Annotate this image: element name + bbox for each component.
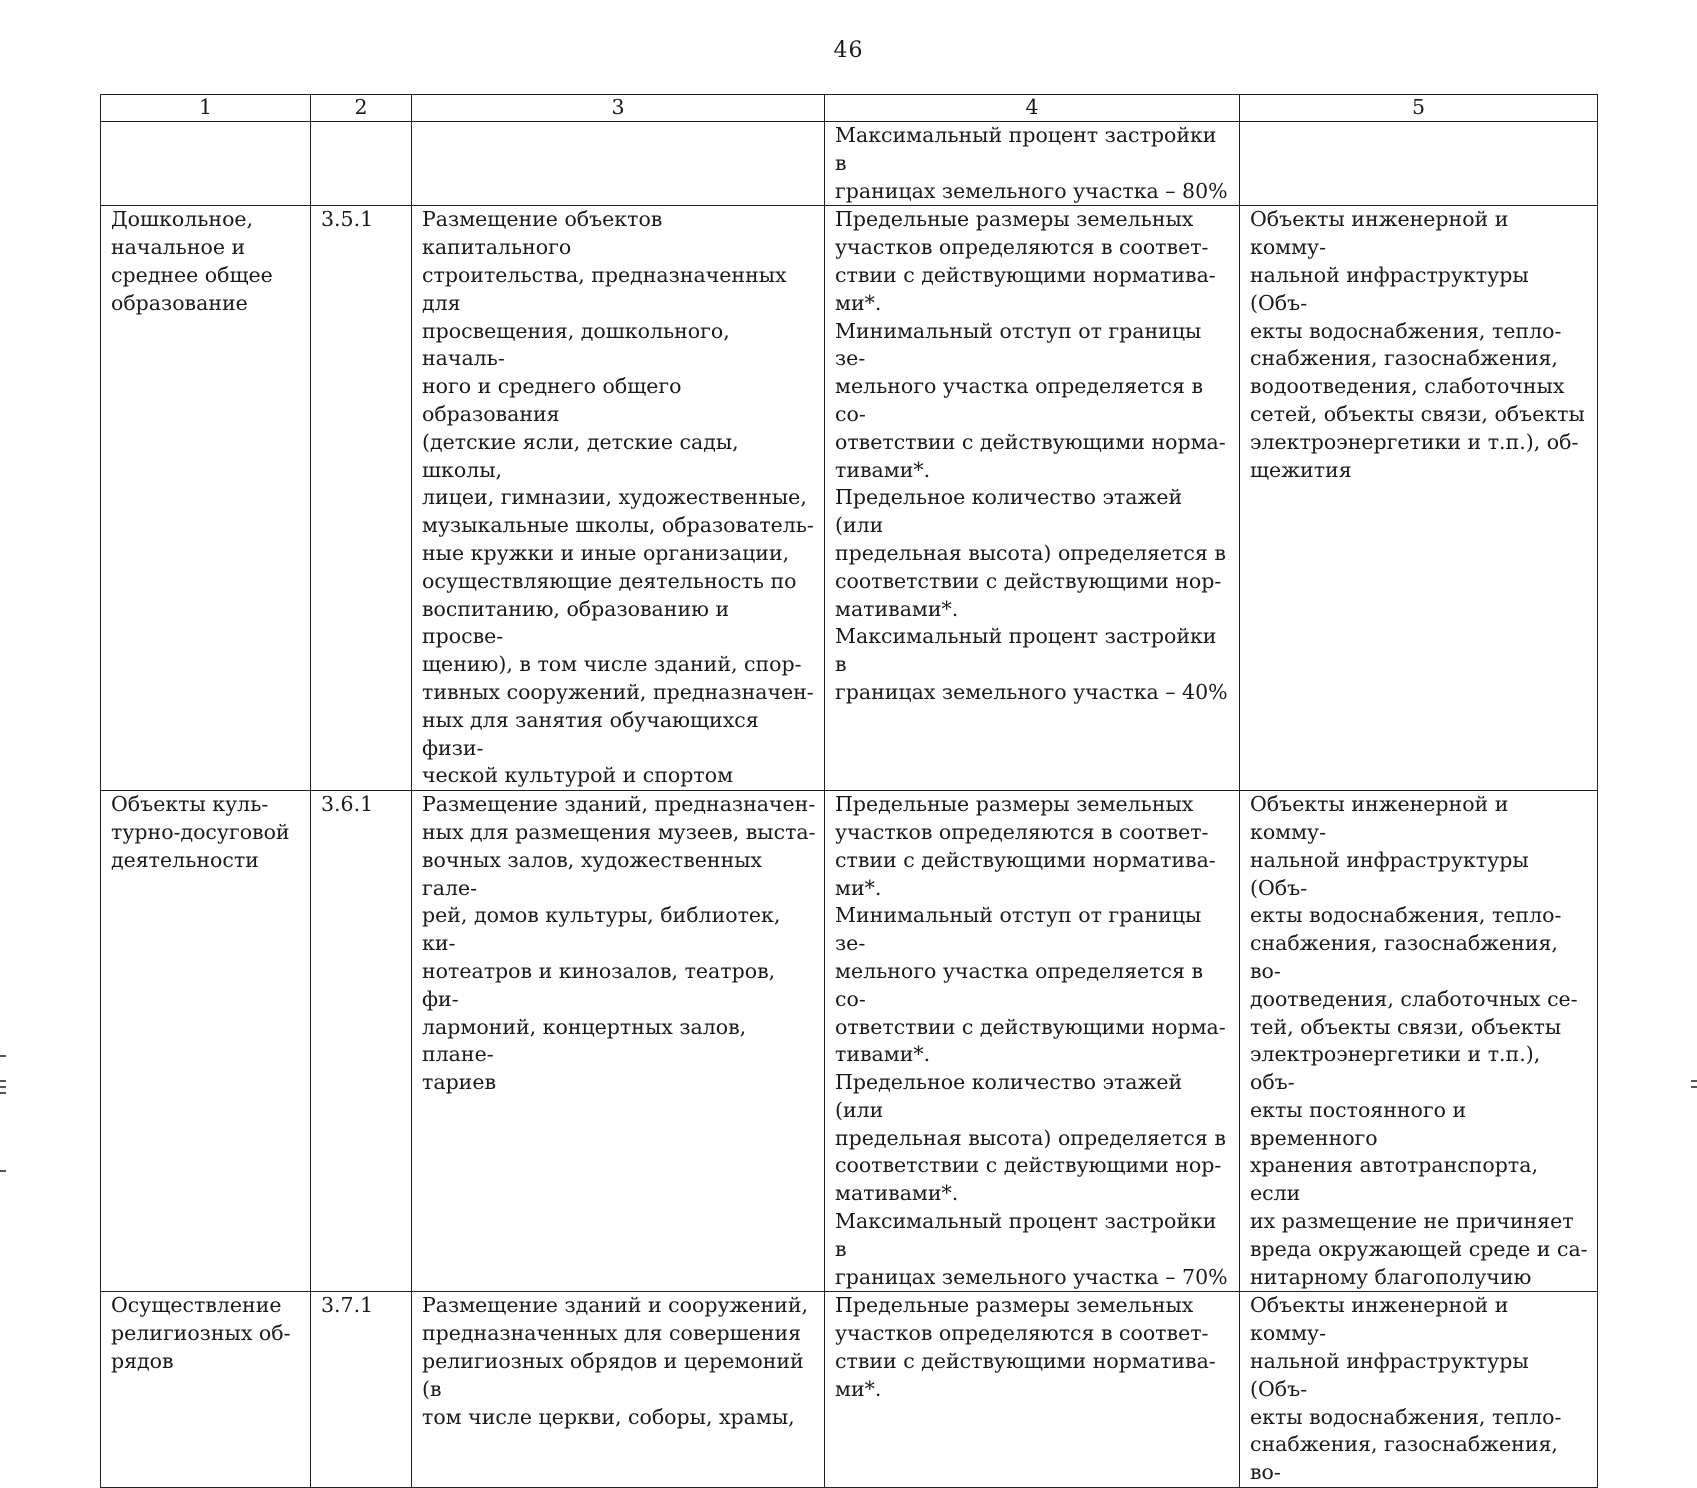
parameter-paragraph: Максимальный процент застройки в границах земельного участка – 80% [835, 123, 1228, 203]
scan-margin-mark [0, 1170, 6, 1172]
use-type-name: Объекты куль- турно-досуговой деятельности [101, 791, 311, 1292]
construction-parameters [825, 206, 1240, 791]
parameter-paragraph: Предельное количество этажей (или предельная высота) определяется в соответствии с действующими нор- мативами*. [835, 485, 1226, 621]
scan-margin-mark [0, 1092, 6, 1094]
scan-margin-mark [1691, 1080, 1697, 1082]
use-type-name: Осуществление религиозных об- рядов [101, 1292, 311, 1488]
use-type-code: 3.6.1 [311, 791, 412, 1292]
table-header-row [101, 95, 1598, 122]
construction-parameters [825, 1292, 1240, 1488]
parameter-paragraph: Максимальный процент застройки в границах земельного участка – 40% [835, 624, 1228, 704]
table-row [101, 1292, 1598, 1488]
column-header-4: 4 [825, 95, 1240, 122]
column-header-2: 2 [311, 95, 412, 122]
auxiliary-uses: Объекты инженерной и комму- нальной инфраструктуры (Объ- екты водоснабжения, тепло- снабжения, газоснабжения, водоотведения, слаботочных сетей, объекты связи, объекты электроэнергетики и т.п.), об- щежития [1240, 206, 1598, 791]
use-type-code: 3.5.1 [311, 206, 412, 791]
construction-parameters [825, 791, 1240, 1292]
parameter-paragraph: Предельные размеры земельных участков определяются в соответ- ствии с действующими нормативa- ми*. [835, 1293, 1216, 1401]
table-row [101, 206, 1598, 791]
use-type-description: Размещение зданий и сооружений, предназначенных для совершения религиозных обрядов и церемоний (в том числе церкви, соборы, храмы, [412, 1292, 825, 1488]
use-type-code: 3.7.1 [311, 1292, 412, 1488]
auxiliary-uses [1240, 122, 1598, 206]
page-number: 46 [833, 38, 864, 63]
column-header-1: 1 [101, 95, 311, 122]
use-type-description: Размещение зданий, предназначен- ных для размещения музеев, выста- вочных залов, художественных гале- рей, домов культуры, библиотек, ки- нотеатров и кинозалов, театров, фи- лармоний, концертных залов, плане- тариев [412, 791, 825, 1292]
column-header-5: 5 [1240, 95, 1598, 122]
parameter-paragraph: Минимальный отступ от границы зе- мельного участка определяется в со- ответствии с действующими норма- тивами*. [835, 903, 1226, 1067]
parameter-paragraph: Минимальный отступ от границы зе- мельного участка определяется в со- ответствии с действующими норма- тивами*. [835, 318, 1226, 482]
use-type-name [101, 122, 311, 206]
scan-margin-mark [1691, 1086, 1697, 1088]
scan-margin-mark [0, 1055, 6, 1057]
auxiliary-uses: Объекты инженерной и комму- нальной инфраструктуры (Объ- екты водоснабжения, тепло- снабжения, газоснабжения, во- доотведения, слаботочных се- тей, объекты связи, объекты электроэнергетики и т.п.), объ- екты постоянного и временного хранения автотранспорта, если их размещение не причиняет вреда окружающей среде и са- нитарному благополучию [1240, 791, 1598, 1292]
scan-margin-mark [0, 1080, 6, 1082]
parameter-paragraph: Предельные размеры земельных участков определяются в соответ- ствии с действующими нормативa- ми*. [835, 207, 1216, 315]
parameter-paragraph: Предельное количество этажей (или предельная высота) определяется в соответствии с действующими нор- мативами*. [835, 1070, 1226, 1206]
use-type-code [311, 122, 412, 206]
use-type-description [412, 122, 825, 206]
table-row [101, 122, 1598, 206]
column-header-3: 3 [412, 95, 825, 122]
construction-parameters [825, 122, 1240, 206]
parameter-paragraph: Максимальный процент застройки в границах земельного участка – 70% [835, 1209, 1228, 1289]
use-type-description: Размещение объектов капитального строительства, предназначенных для просвещения, дошкольного, началь- ного и среднего общего образования (детские ясли, детские сады, школы, лицеи, гимназии, художественные, музыкальные школы, образователь- ные кружки и иные организации, осуществляющие деятельность по воспитанию, образованию и просве- щению), в том числе зданий, спор- тивных сооружений, предназначен- ных для занятия обучающихся физи- ческой культурой и спортом [412, 206, 825, 791]
land-use-table [100, 94, 1598, 1488]
use-type-name: Дошкольное, начальное и среднее общее образование [101, 206, 311, 791]
scan-margin-mark [0, 1086, 6, 1088]
parameter-paragraph: Предельные размеры земельных участков определяются в соответ- ствии с действующими нормативa- ми*. [835, 792, 1216, 900]
table-row [101, 791, 1598, 1292]
auxiliary-uses: Объекты инженерной и комму- нальной инфраструктуры (Объ- екты водоснабжения, тепло- снабжения, газоснабжения, во- [1240, 1292, 1598, 1488]
